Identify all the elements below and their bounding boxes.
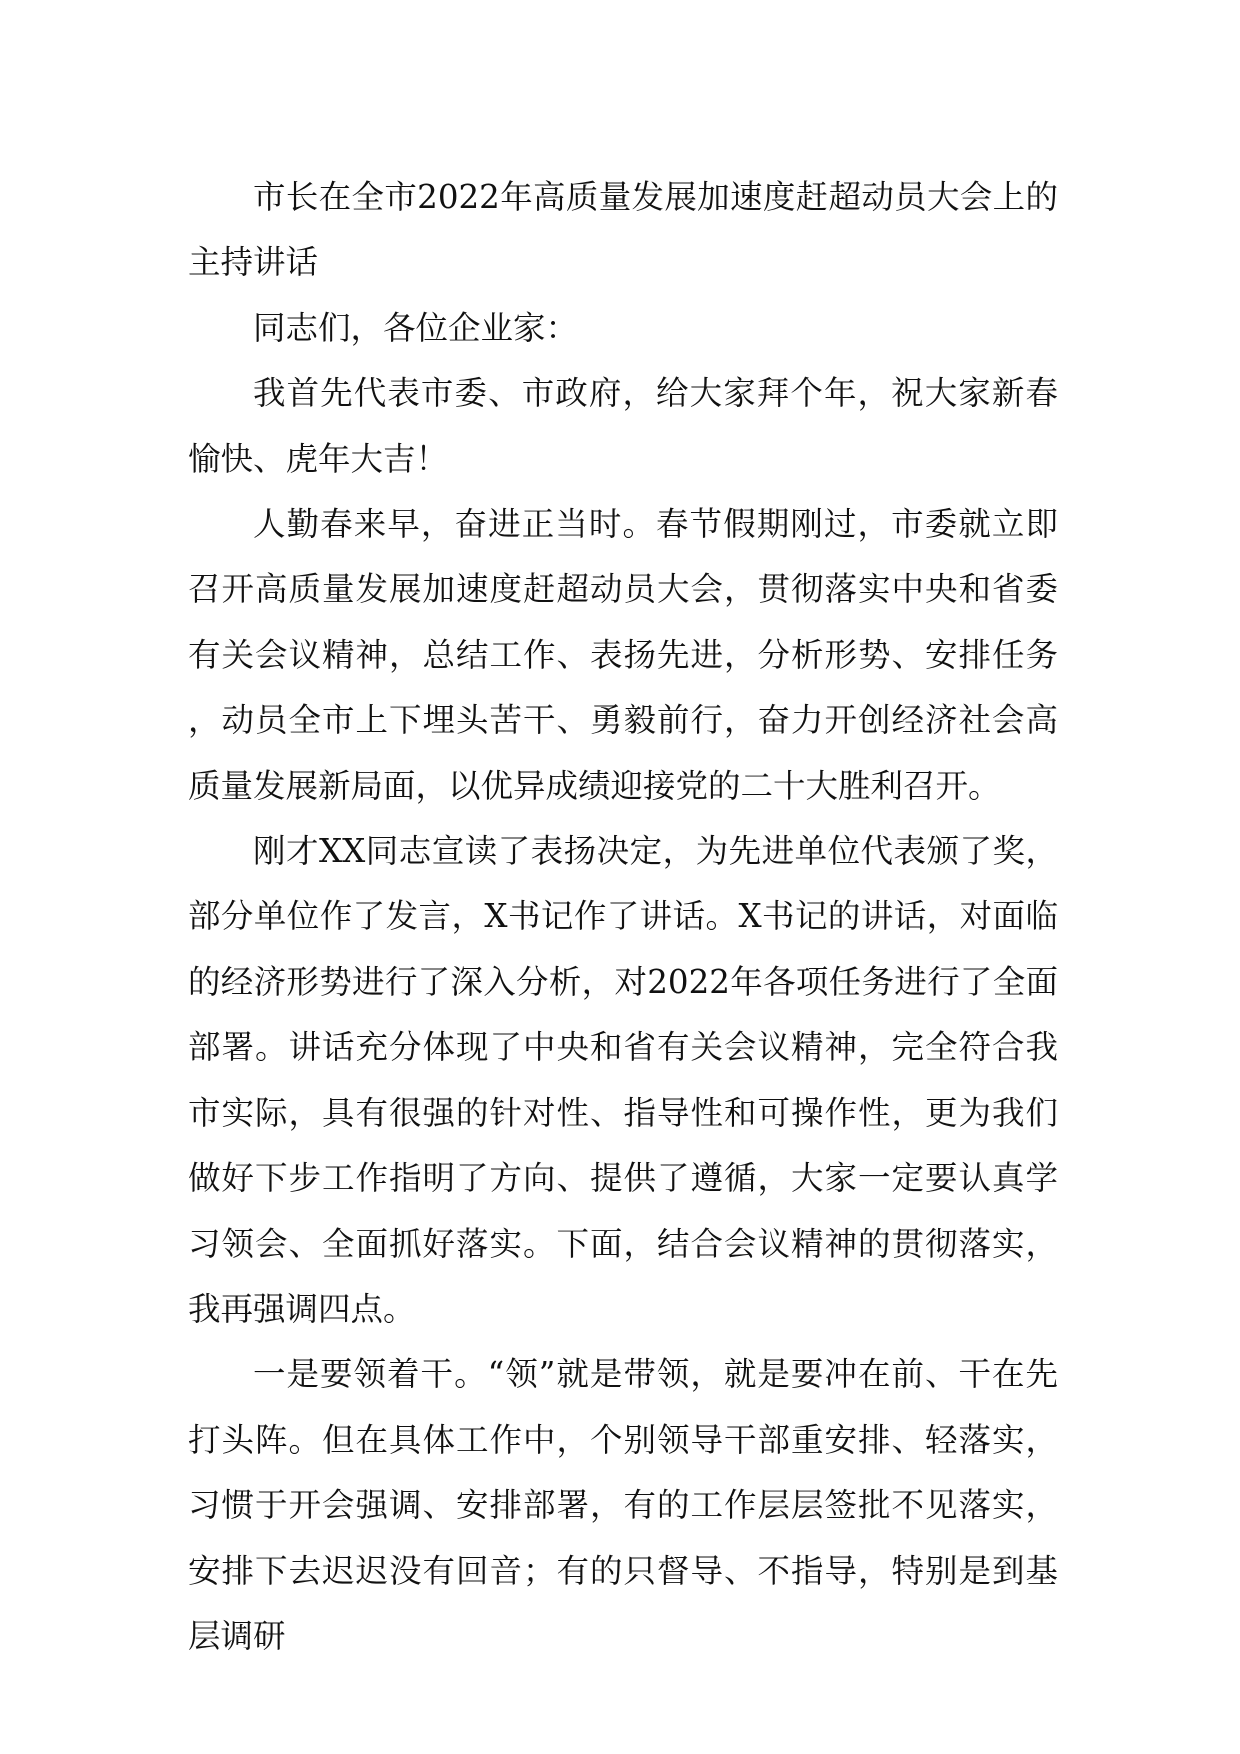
document-page xyxy=(188,165,1058,1669)
greeting-paragraph: 同志们，各位企业家： xyxy=(253,308,579,347)
meeting-purpose-paragraph: 人勤春来早，奋进正当时。春节假期刚过，市委就立即召开高质量发展加速度赶超动员大会，贯彻落实中央和省委有关会议精神，总结工作、表扬先进，分析形势、安排任务，动员全市上下埋头苦干、勇毅前行，奋力开创经济社会高质量发展新局面，以优异成绩迎接党的二十大胜利召开。 xyxy=(188,505,1058,805)
speech-title: 市长在全市2022年高质量发展加速度赶超动员大会上的主持讲话 xyxy=(188,178,1058,282)
new-year-wishes-paragraph: 我首先代表市委、市政府，给大家拜个年，祝大家新春愉快、虎年大吉！ xyxy=(188,374,1058,478)
meeting-review-paragraph: 刚才XX同志宣读了表扬决定，为先进单位代表颁了奖，部分单位作了发言，X书记作了讲话。X书记的讲话，对面临的经济形势进行了深入分析，对2022年各项任务进行了全面部署。讲话充分体现了中央和省有关会议精神，完全符合我市实际，具有很强的针对性、指导性和可操作性，更为我们做好下步工作指明了方向、提供了遵循，大家一定要认真学习领会、全面抓好落实。下面，结合会议精神的贯彻落实，我再强调四点。 xyxy=(188,832,1058,1328)
point-one-paragraph: 一是要领着干。“领”就是带领，就是要冲在前、干在先打头阵。但在具体工作中，个别领导干部重安排、轻落实，习惯于开会强调、安排部署，有的工作层层签批不见落实，安排下去迟迟没有回音；有的只督导、不指导，特别是到基层调研 xyxy=(188,1355,1058,1655)
